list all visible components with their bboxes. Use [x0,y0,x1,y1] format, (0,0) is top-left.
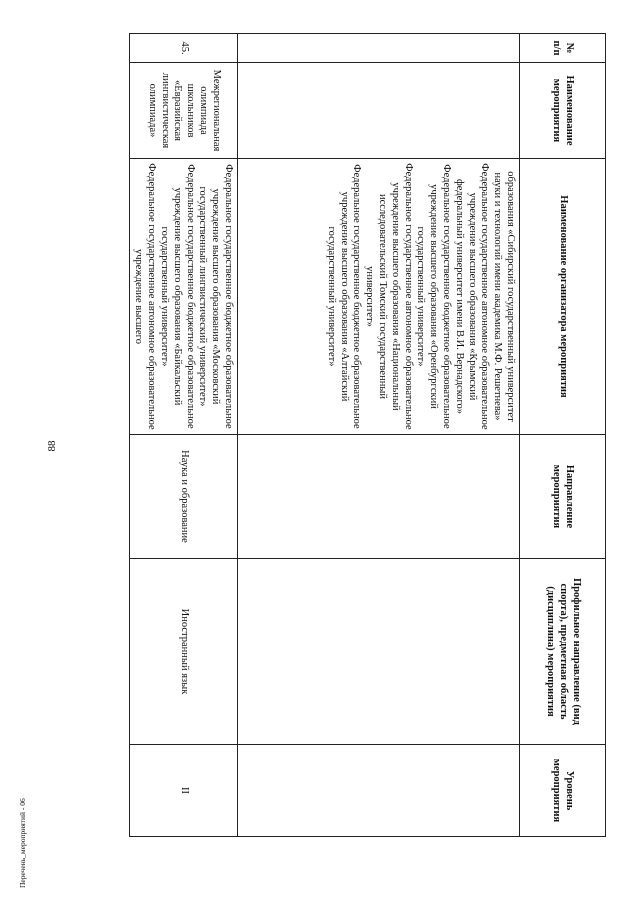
organizer-entry: образования «Сибирский государственный университет науки и технологий имени академика М.Ф. Решетнева» [492,171,516,422]
cell-profile [238,559,520,745]
cell-profile: Иностранный язык [129,559,237,745]
organizer-entry: Федеральное государственное автономное образовательное учреждение высшего образования «Национальный исследовательский Томский государственный университет» [364,163,414,430]
events-table [129,33,606,837]
header-level: Уровень мероприятия [520,745,606,837]
cell-num [238,34,520,63]
organizer-entry: Федеральное государственное бюджетное образовательное учреждение высшего образования «Алтайский государственный университет» [325,164,363,429]
cell-direction [238,435,520,559]
cell-name [238,63,520,159]
organizer-entry: Федеральное государственное бюджетное образовательное учреждение высшего образования «Оренбургский государственный университет» [415,164,453,429]
header-profile: Профильное направление (вид спорта), предметная область (дисциплина) мероприятия [520,559,606,745]
header-name: Наименование мероприятия [520,63,606,159]
header-num: № п/п [520,34,606,63]
cell-num: 45. [129,34,237,63]
cell-name: Межрегиональная олимпиада школьников «Евразийская лингвистическая олимпиада» [129,63,237,159]
footer-filename: Перечень_мероприятий - 06 [18,798,27,888]
page-number: 88 [46,440,58,452]
cell-direction: Наука и образование [129,435,237,559]
table-header-row [520,34,606,837]
table-row-45 [129,34,237,837]
header-organizer: Наименование организатора мероприятия [520,159,606,435]
cell-organizer [238,159,520,435]
organizer-entry: Федеральное государственное бюджетное образовательное учреждение высшего образования «Байкальский государственный университет» [159,164,196,429]
cell-level [238,745,520,837]
cell-level: II [129,745,237,837]
cell-organizer [129,159,237,435]
organizer-entry: Федеральное государственное бюджетное образовательное учреждение высшего образования «Московский государственный лингвистический университет» [197,164,234,429]
header-direction: Направление мероприятия [520,435,606,559]
organizer-entry: Федеральное государственное автономное образовательное учреждение высшего [133,163,158,430]
organizer-entry: Федеральное государственное автономное образовательное учреждение высшего образования «Крымский федеральный университет имени В.И. Вернадского» [453,163,491,430]
rotated-table-container [130,33,606,836]
table-row [238,34,520,837]
